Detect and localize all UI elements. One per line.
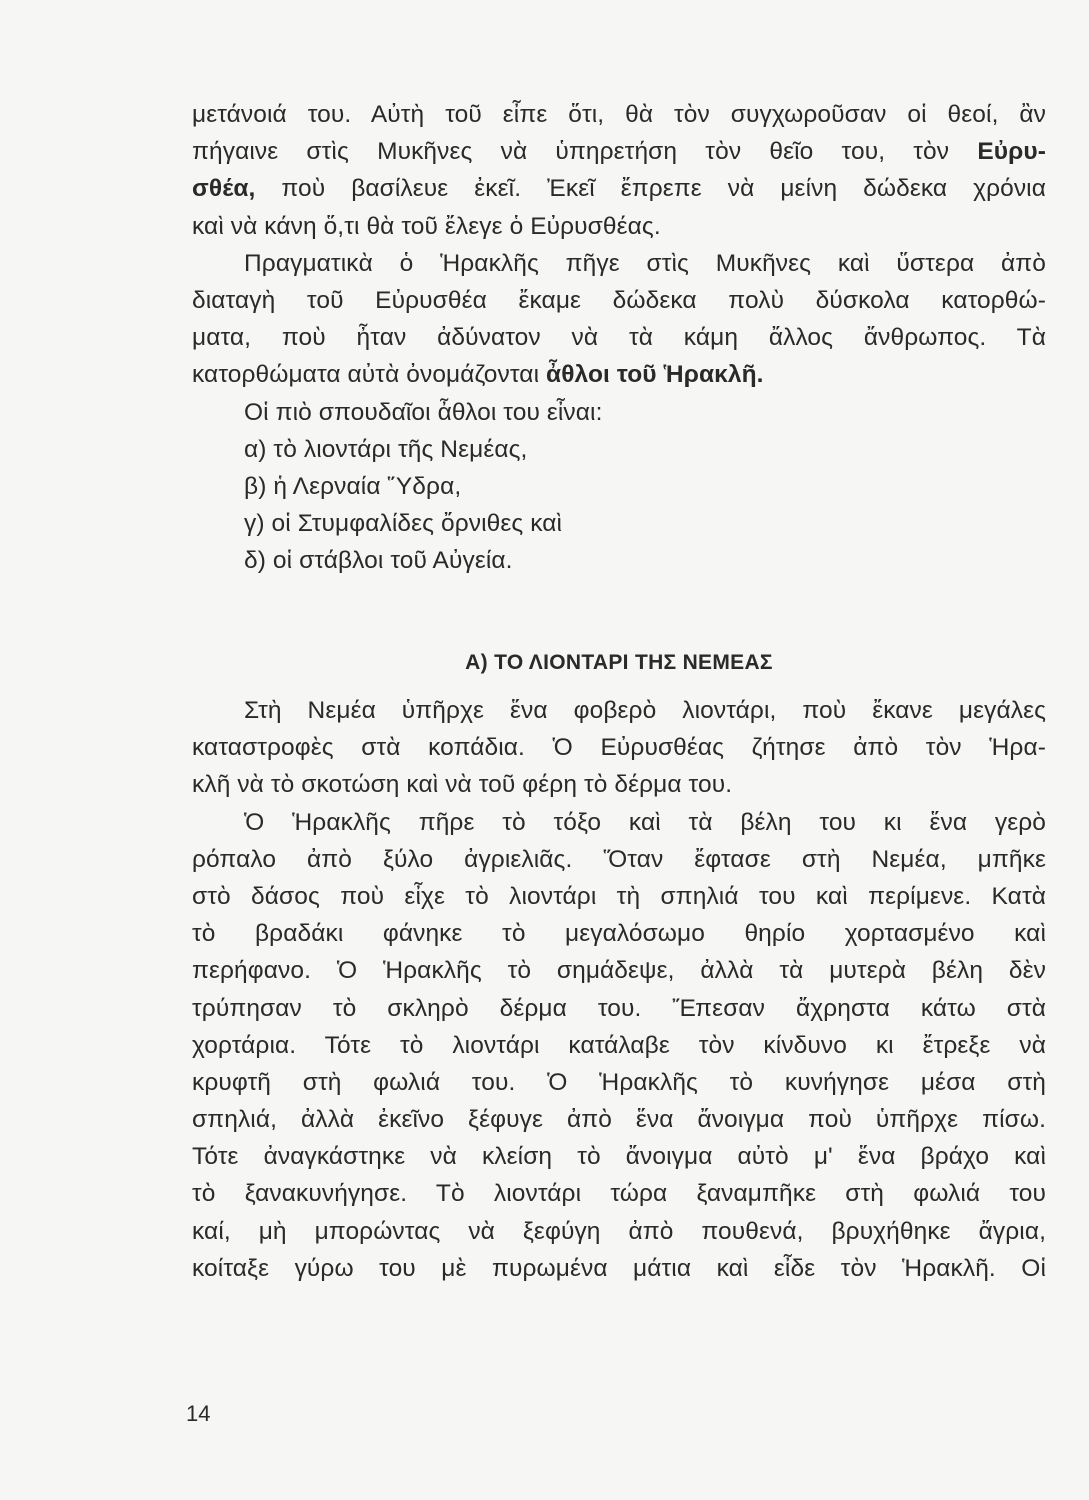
text-line: κλῆ νὰ τὸ σκοτώση καὶ νὰ τοῦ φέρη τὸ δέρμα του.	[192, 771, 733, 799]
text-line: τὸ βραδάκι φάνηκε τὸ μεγαλόσωμο θηρίο χορτασμένο καὶ	[192, 920, 1046, 948]
text-line	[192, 245, 1046, 282]
text-line: Τότε ἀναγκάστηκε νὰ κλείση τὸ ἄνοιγμα αὐτὸ μ' ἕνα βράχο καὶ	[192, 1143, 1046, 1171]
text-line: χορτάρια. Τότε τὸ λιοντάρι κατάλαβε τὸν κίνδυνο κι ἔτρεξε νὰ	[192, 1031, 1046, 1059]
text-line: Ὁ Ἡρακλῆς πῆρε τὸ τόξο καὶ τὰ βέλη του κι ἕνα γερὸ	[244, 808, 1046, 836]
section-text-block	[192, 692, 1046, 1287]
text-line	[192, 394, 1046, 431]
text-line: καταστροφὲς στὰ κοπάδια. Ὁ Εὐρυσθέας ζήτησε ἀπὸ τὸν Ἡρα-	[192, 734, 1046, 762]
labor-list-item: β) ἡ Λερναία Ὕδρα,	[244, 472, 462, 500]
text-line: κρυφτῆ στὴ φωλιά του. Ὁ Ἡρακλῆς τὸ κυνήγησε μέσα στὴ	[192, 1068, 1046, 1096]
intro-text-block	[192, 96, 1046, 579]
bold-term: Εὐρυ-	[977, 138, 1046, 166]
text-segment: κατορθώματα αὐτὰ ὀνομάζονται	[192, 361, 547, 389]
text-line	[192, 282, 1046, 319]
text-line: ρόπαλο ἀπὸ ξύλο ἀγριελιᾶς. Ὅταν ἔφτασε στὴ Νεμέα, μπῆκε	[192, 845, 1046, 873]
text-line: στὸ δάσος ποὺ εἶχε τὸ λιοντάρι τὴ σπηλιά του καὶ περίμενε. Κατὰ	[192, 882, 1046, 910]
text-segment: πήγαινε στὶς Μυκῆνες νὰ ὑπηρετήση τὸν θεῖο του, τὸν	[192, 138, 978, 166]
page-number: 14	[186, 1401, 211, 1426]
labor-list-item: δ) οἱ στάβλοι τοῦ Αὐγεία.	[244, 547, 513, 575]
bold-term: σθέα,	[192, 175, 256, 203]
text-line: τὸ ξανακυνήγησε. Τὸ λιοντάρι τώρα ξαναμπῆκε στὴ φωλιά του	[192, 1180, 1046, 1208]
text-segment: καὶ νὰ κάνη ὅ,τι θὰ τοῦ ἔλεγε ὁ Εὐρυσθέας.	[192, 212, 661, 240]
text-segment: διαταγὴ τοῦ Εὐρυσθέα ἔκαμε δώδεκα πολὺ δύσκολα κατορθώ-	[192, 286, 1046, 314]
labor-list-item: γ) οἱ Στυμφαλίδες ὄρνιθες καὶ	[244, 510, 563, 538]
text-line: περήφανο. Ὁ Ἡρακλῆς τὸ σημάδεψε, ἀλλὰ τὰ μυτερὰ βέλη δὲν	[192, 957, 1046, 985]
text-segment: μετάνοιά του. Αὐτὴ τοῦ εἶπε ὅτι, θὰ τὸν συγχωροῦσαν οἱ θεοί, ἂν	[192, 101, 1046, 128]
text-line: κοίταξε γύρω του μὲ πυρωμένα μάτια καὶ εἶδε τὸν Ἡρακλῆ. Οἱ	[192, 1254, 1046, 1282]
text-line	[192, 170, 1046, 207]
labor-list-item: α) τὸ λιοντάρι τῆς Νεμέας,	[244, 435, 528, 463]
text-line: τρύπησαν τὸ σκληρὸ δέρμα του. Ἔπεσαν ἄχρηστα κάτω στὰ	[192, 994, 1046, 1022]
text-line: Στὴ Νεμέα ὑπῆρχε ἕνα φοβερὸ λιοντάρι, ποὺ ἔκανε μεγάλες	[244, 697, 1046, 724]
text-line	[192, 96, 1046, 133]
text-segment: ματα, ποὺ ἦταν ἀδύνατον νὰ τὰ κάμη ἄλλος ἄνθρωπος. Τὰ	[192, 324, 1046, 352]
text-segment: ποὺ βασίλευε ἐκεῖ. Ἐκεῖ ἔπρεπε νὰ μείνη δώδεκα χρόνια	[255, 175, 1046, 203]
text-segment: Πραγματικὰ ὁ Ἡρακλῆς πῆγε στὶς Μυκῆνες καὶ ὕστερα ἀπὸ	[244, 249, 1046, 277]
text-line	[192, 356, 1046, 393]
bold-term: ἆθλοι τοῦ Ἡρακλῆ.	[546, 361, 764, 389]
text-line: σπηλιά, ἀλλὰ ἐκεῖνο ξέφυγε ἀπὸ ἕνα ἄνοιγμα ποὺ ὑπῆρχε πίσω.	[192, 1106, 1046, 1134]
text-line	[192, 319, 1046, 356]
section-heading: Α) ΤΟ ΛΙΟΝΤΑΡΙ ΤΗΣ ΝΕΜΕΑΣ	[465, 651, 773, 674]
text-segment: Οἱ πιὸ σπουδαῖοι ἆθλοι του εἶναι:	[244, 398, 603, 426]
text-line: καί, μὴ μπορώντας νὰ ξεφύγη ἀπὸ πουθενά, βρυχήθηκε ἄγρια,	[192, 1217, 1046, 1245]
text-line	[192, 133, 1046, 170]
text-line	[192, 208, 1046, 245]
